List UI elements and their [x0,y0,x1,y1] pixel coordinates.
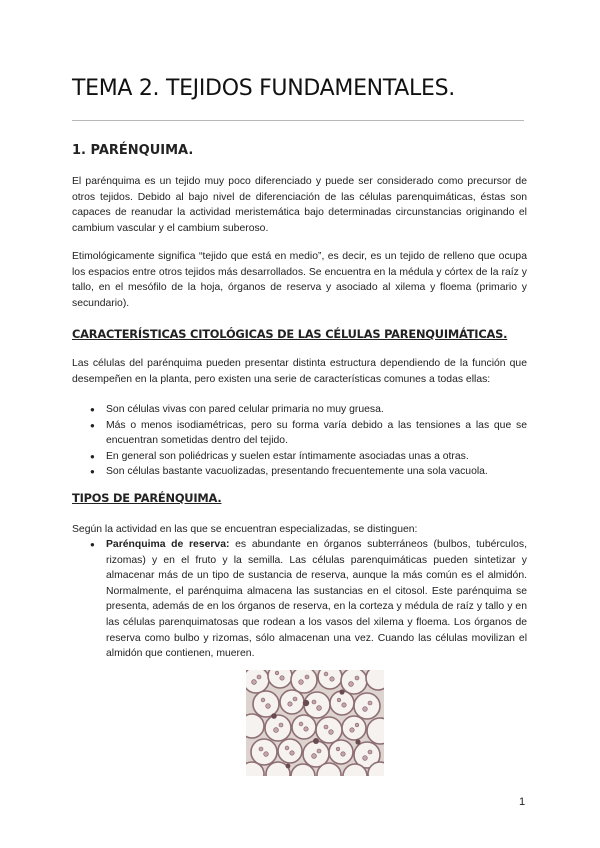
micrograph-image [246,670,384,776]
reserve-term: Parénquima de reserva: [106,539,230,550]
document-title: TEMA 2. TEJIDOS FUNDAMENTALES. [72,76,455,101]
paragraph-etymology: Etimológicamente significa “tejido que está en medio”, es decir, es un tejido de relleno que ocupa los espacios entre otros tejidos más desarrollados. Se encuentra en la médula y córtex de la raíz y tallo, en el mesófilo de la hoja, órganos de reserva y asociado al xilema y floema (primario y secundario). [72,251,527,309]
citological-bullet-list [72,402,527,480]
list-item: ● Son células vivas con pared celular primaria no muy gruesa. [72,402,527,418]
types-bullet-list [72,537,527,662]
subheading-types: TIPOS DE PARÉNQUIMA. [72,491,222,505]
section-heading-parenquima: 1. PARÉNQUIMA. [72,143,194,158]
list-item-reserve [72,537,527,662]
parenchyma-micrograph [246,670,384,776]
paragraph-types-intro: Según la actividad en las que se encuentran especializadas, se distinguen: [72,524,418,535]
page-number: 1 [519,796,526,808]
subheading-citological: CARACTERÍSTICAS CITOLÓGICAS DE LAS CÉLULAS PARENQUIMÁTICAS. [72,327,508,341]
paragraph-citological-intro: Las células del parénquima pueden presentar distinta estructura dependiendo de la función que desempeñen en la planta, pero existen una serie de características comunes a todas ellas: [72,358,527,385]
title-divider [72,120,524,121]
list-item: ● Son células bastante vacuolizadas, presentando frecuentemente una sola vacuola. [72,464,527,480]
list-item: ● Más o menos isodiamétricas, pero su forma varía debido a las tensiones a las que se encuentran sometidas dentro del tejido. [72,418,527,449]
list-item: ● En general son poliédricas y suelen estar íntimamente asociadas unas a otras. [72,449,527,465]
reserve-description: es abundante en órganos subterráneos (bulbos, tubérculos, rizomas) y en el fruto y la semilla. Las células parenquimáticas pueden sintetizar y almacenar más de un tipo de sustancia de reserva, aunque la más común es el almidón. Normalmente, el parénquima almacena las sustancias en el citosol. Este parénquima se presenta, además de en los órganos de reserva, en la corteza y médula de raíz y tallo y en las células parenquimatosas que rodean a los vasos del xilema y floema. Los órganos de reserva como bulbo y rizomas, sólo almacenan una vez. Cuando las células movilizan el almidón que contienen, mueren. [106,539,527,660]
paragraph-definition: El parénquima es un tejido muy poco diferenciado y puede ser considerado como precursor de otros tejidos. Debido al bajo nivel de diferenciación de las células parenquimáticas, éstas son capaces de reanudar la actividad meristemática bajo determinadas circunstancias originando el cambium vascular y el cambium suberoso. [72,176,527,234]
